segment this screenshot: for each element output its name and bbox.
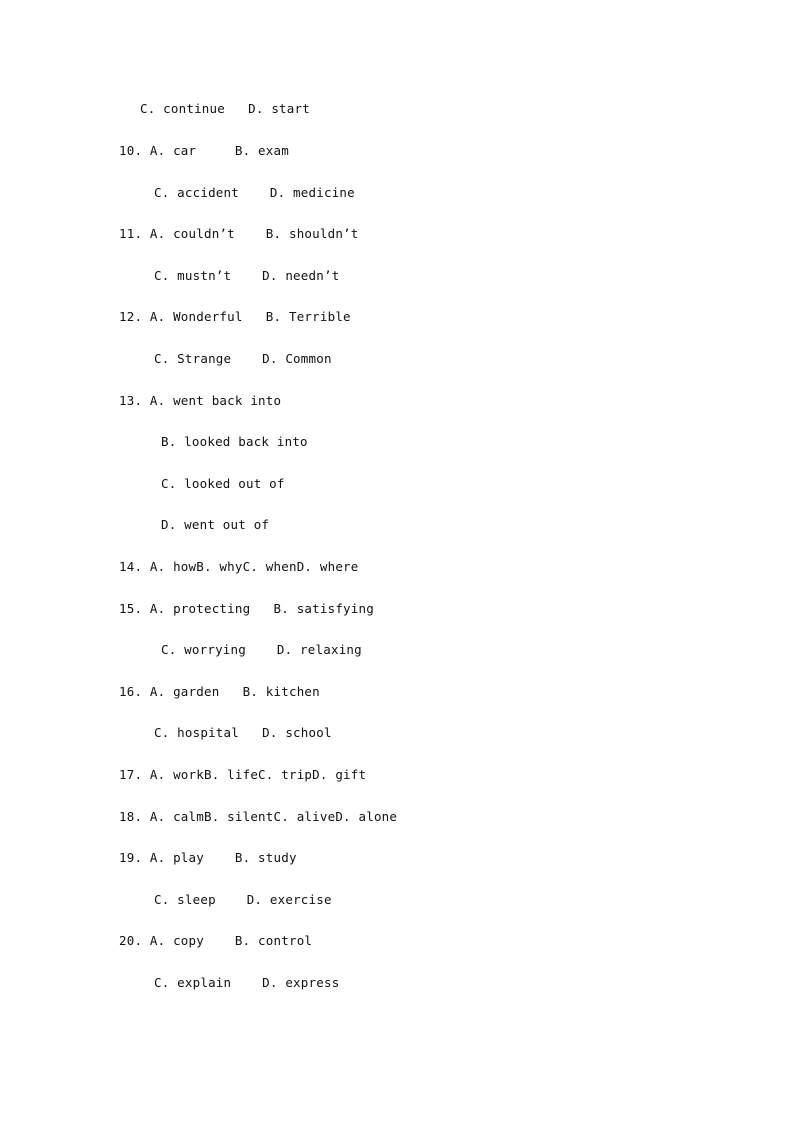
question-10-ab: 10. A. car B. exam: [119, 143, 289, 158]
option-line-13-c: C. looked out of: [161, 476, 285, 491]
question-18: 18. A. calmB. silentC. aliveD. alone: [119, 809, 398, 824]
option-line-9-cd: C. continue D. start: [140, 101, 310, 116]
option-line-10-cd: C. accident D. medicine: [154, 185, 355, 200]
question-16-ab: 16. A. garden B. kitchen: [119, 684, 320, 699]
option-line-19-cd: C. sleep D. exercise: [154, 892, 332, 907]
option-line-15-cd: C. worrying D. relaxing: [161, 642, 362, 657]
option-line-12-cd: C. Strange D. Common: [154, 351, 332, 366]
question-20-ab: 20. A. copy B. control: [119, 933, 313, 948]
question-11-ab: 11. A. couldn’t B. shouldn’t: [119, 226, 359, 241]
option-line-13-d: D. went out of: [161, 517, 270, 532]
question-14: 14. A. howB. whyC. whenD. where: [119, 559, 359, 574]
question-13-a: 13. A. went back into: [119, 393, 282, 408]
option-line-11-cd: C. mustn’t D. needn’t: [154, 268, 340, 283]
question-12-ab: 12. A. Wonderful B. Terrible: [119, 309, 351, 324]
option-line-16-cd: C. hospital D. school: [154, 725, 332, 740]
question-19-ab: 19. A. play B. study: [119, 850, 297, 865]
option-line-20-cd: C. explain D. express: [154, 975, 340, 990]
option-line-13-b: B. looked back into: [161, 434, 308, 449]
question-15-ab: 15. A. protecting B. satisfying: [119, 601, 374, 616]
question-17: 17. A. workB. lifeC. tripD. gift: [119, 767, 367, 782]
